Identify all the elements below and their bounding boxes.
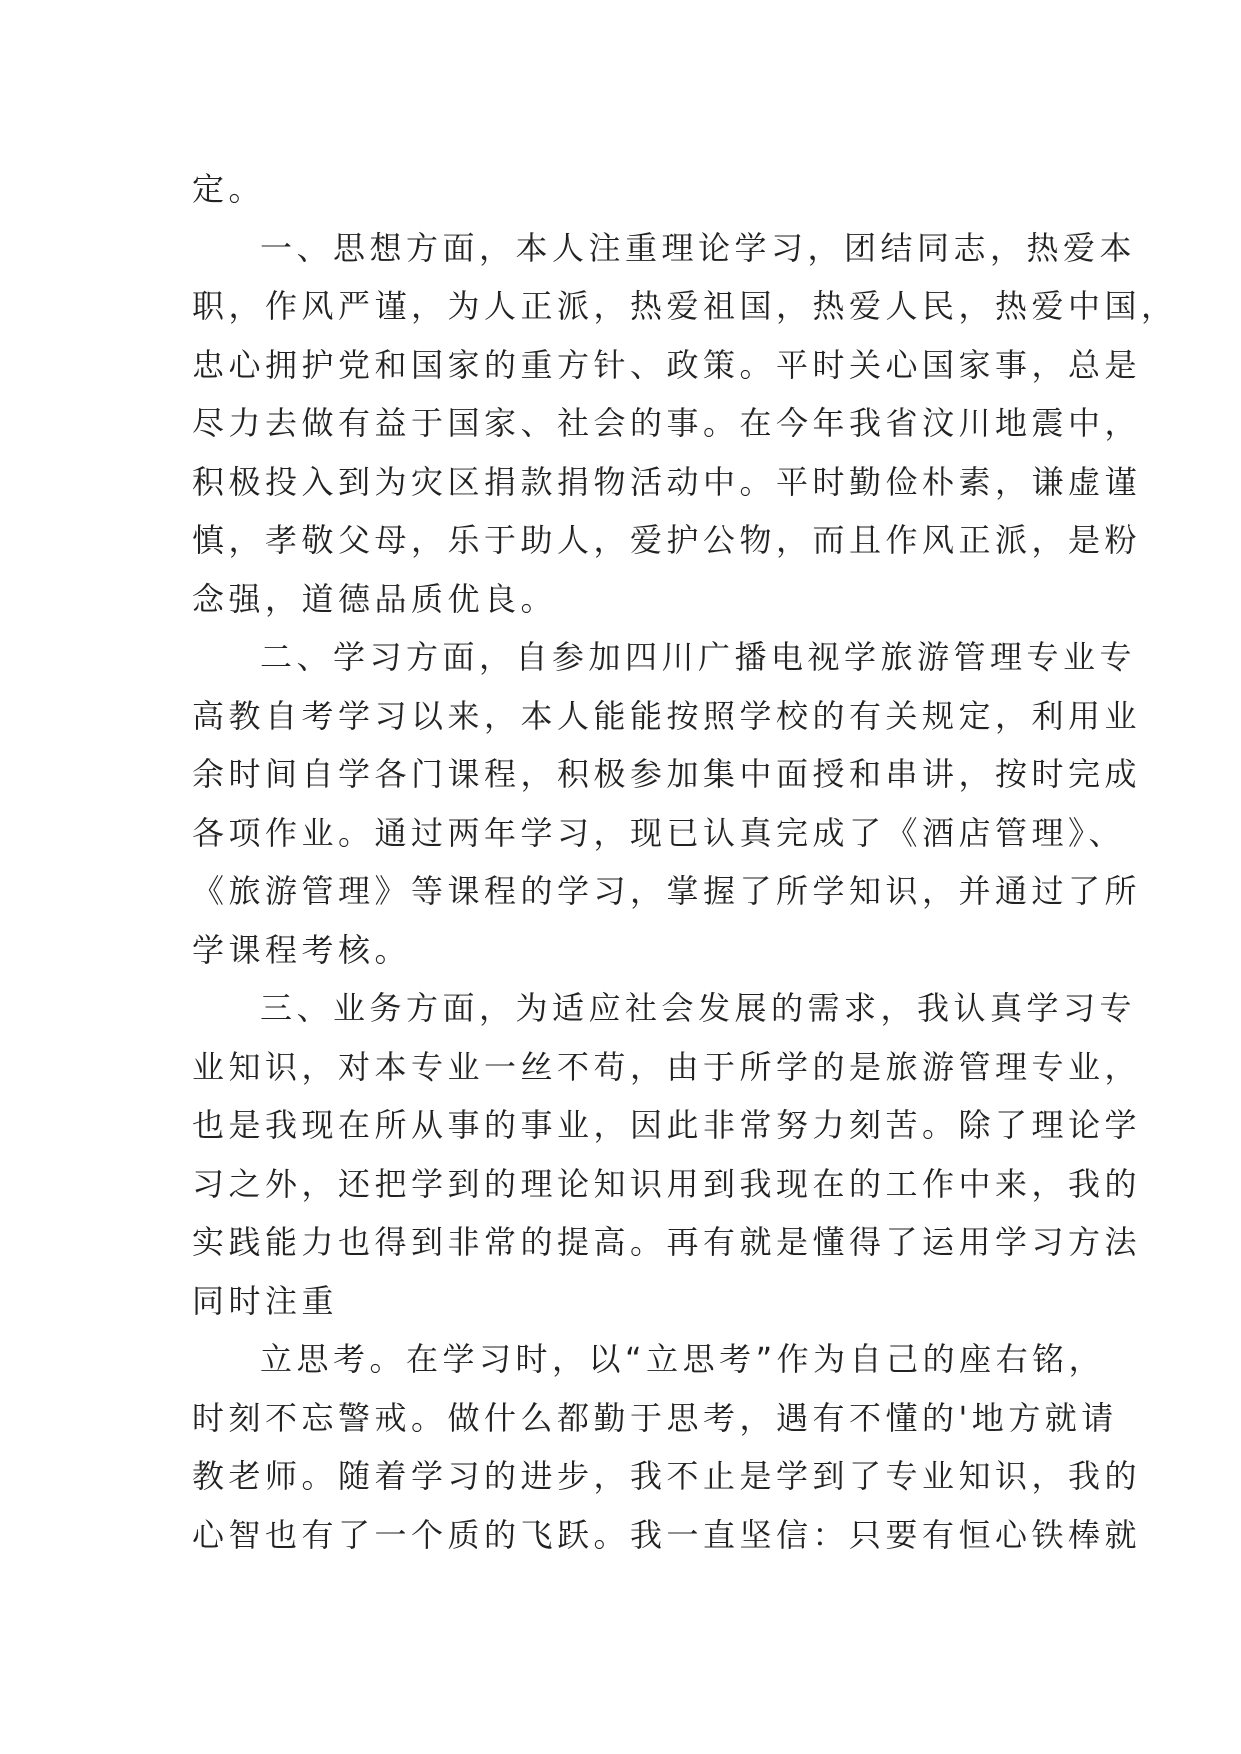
text-line: 高教自考学习以来，本人能能按照学校的有关规定，利用业	[192, 696, 1142, 735]
text-line: 余时间自学各门课程，积极参加集中面授和串讲，按时完成	[192, 755, 1142, 793]
text-line: 职，作风严谨，为人正派，热爱祖国，热爱人民，热爱中国，	[192, 287, 1178, 325]
text-line: 定。	[192, 170, 266, 208]
text-line: 心智也有了一个质的飞跃。我一直坚信：只要有恒心铁棒就	[192, 1515, 1142, 1554]
text-line: 也是我现在所从事的事业，因此非常努力刻苦。除了理论学	[192, 1106, 1142, 1144]
text-line: 尽力去做有益于国家、社会的事。在今年我省汶川地震中，	[192, 404, 1142, 442]
text-line: 一、思想方面，本人注重理论学习，团结同志，热爱本	[260, 228, 1137, 267]
text-line: 同时注重	[192, 1281, 339, 1320]
text-line: 忠心拥护党和国家的重方针、政策。平时关心国家事，总是	[192, 345, 1142, 384]
text-line: 实践能力也得到非常的提高。再有就是懂得了运用学习方法	[192, 1223, 1142, 1261]
text-line: 时刻不忘警戒。做什么都勤于思考，遇有不懂的'地方就请	[192, 1398, 1118, 1437]
text-line: 习之外，还把学到的理论知识用到我现在的工作中来，我的	[192, 1164, 1142, 1203]
text-line: 业知识，对本专业一丝不苟，由于所学的是旅游管理专业，	[192, 1047, 1142, 1086]
text-line: 慎，孝敬父母，乐于助人，爱护公物，而且作风正派，是粉	[192, 521, 1142, 559]
text-line: 教老师。随着学习的进步，我不止是学到了专业知识，我的	[192, 1457, 1142, 1495]
text-line: 念强，道德品质优良。	[192, 579, 558, 618]
document-body	[192, 160, 1178, 1564]
text-line: 立思考。在学习时，以“立思考”作为自己的座右铭，	[260, 1340, 1106, 1378]
text-line: 三、业务方面，为适应社会发展的需求，我认真学习专	[260, 989, 1137, 1027]
text-line: 《旅游管理》等课程的学习，掌握了所学知识，并通过了所	[192, 872, 1142, 910]
text-line: 各项作业。通过两年学习，现已认真完成了《酒店管理》、	[192, 813, 1126, 852]
text-line: 学课程考核。	[192, 930, 412, 969]
text-line: 二、学习方面，自参加四川广播电视学旅游管理专业专	[260, 638, 1137, 676]
text-line: 积极投入到为灾区捐款捐物活动中。平时勤俭朴素，谦虚谨	[192, 462, 1142, 501]
